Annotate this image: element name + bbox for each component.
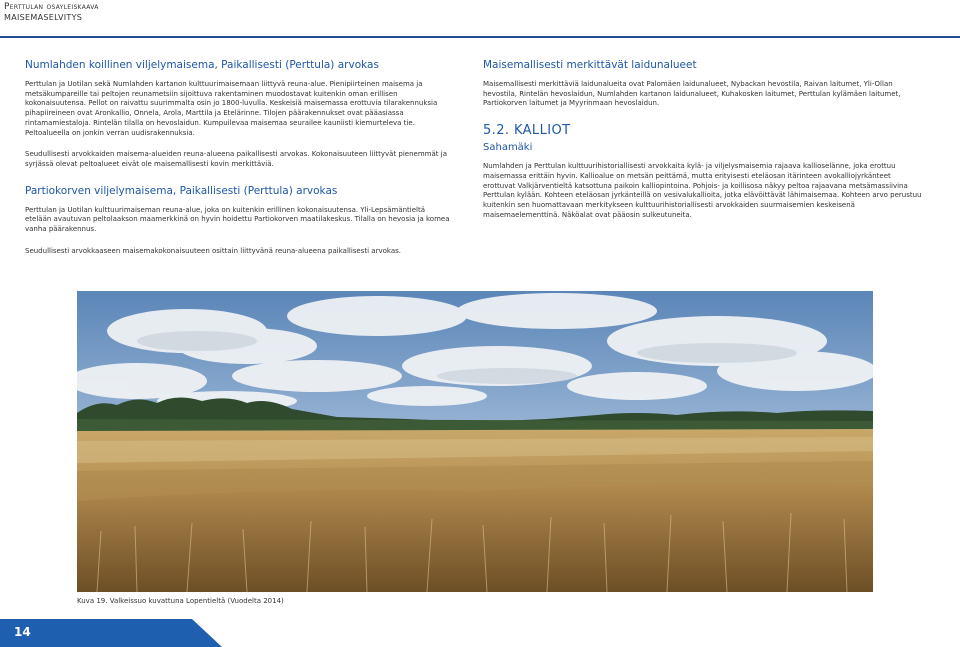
paragraph: Perttulan ja Uotilan kulttuurimaiseman reuna-alue, joka on kuitenkin erillinen kokonaisuutensa. Yli-Lepsämäntieltä etelään avautuvan peltolaakson maamerkkinä on hyvin hoidettu Partiokorven maatilakeskus. Tilalla on hevosia ja komea vanha päärakennus. <box>25 205 450 234</box>
paragraph: Maisemallisesti merkittäviä laidunalueita ovat Palomäen laidunalueet, Nybackan hevostila, Raivan laitumet, Yli-Ollan hevostila, Rintelän hevoslaidun, Numlahden kartanon laidunalueet, Kuhakosken laitumet, Perttulan kylämäen laitumet, Partiokorven laitumet ja Myyrinmaan hevoslaidun. <box>483 80 901 108</box>
paragraph: Numlahden ja Perttulan kulttuurihistoriallisesti arvokkaita kylä- ja viljelysmaisemia rajaava kallioselänne, joka erottuu maisemassa erittäin hyvin. Kallioalue on metsän peittämä, mutta erityisesti eteläosan itärinteen avokalliojyrkänteet erottuvat Valkjärventieltä katsottuna paikoin kalliopintoina. Pohjois- ja koillisosa näkyy peltoa rajaavana metsämassiivina Perttulan kylään. Kohteen eteläosan jyrkänteillä on vesivalukallioita, jotka elävöittävät lähimaisemaa. Kohteen arvo perustuu kuitenkin sen huomattavaan merkitykseen kulttuurihistoriallisesti arvokkaiden suurmaisemien keskeisenä maisemaelementtinä. Näköalat ovat pääosin sulkeutuneita. <box>483 162 922 219</box>
paragraph: Seudullisesti arvokkaaseen maisemakokonaisuuteen osittain liittyvänä reuna-alueena paikallisesti arvokas. <box>25 246 401 255</box>
paragraph: Seudullisesti arvokkaiden maisema-alueiden reuna-alueena paikallisesti arvokas. Kokonaisuuteen liittyvät pienemmät ja syrjässä olevat peltoalueet eivät ole maisemallisesti kovin merkittäviä. <box>25 150 447 168</box>
document-title: Perttulan osayleiskaava <box>4 2 99 12</box>
chapter-heading: 5.2. KALLIOT <box>483 123 571 139</box>
paragraph: Perttulan ja Uotilan sekä Numlahden kartanon kulttuurimaisemaan liittyvä reuna-alue. Pienipiirteinen maisema ja metsäkumpareille tai peltojen reunametsiin sijoittuva rakentaminen muodostavat kuitenkin oman erillisen kokonaisuutensa. Pellot on raivattu suurimmalta osin jo 1800-luvulla. Keskeisiä maisemassa erottuvia tilarakennuksia pihapiireineen ovat Aronkallio, Onnela, Arola, Marttila ja Etelärinne. Tilojen päärakennukset ovat pääasiassa rintamamiestaloja. Rintelän tilalla on hevoslaidun. Kumpuilevaa maisemaa seurailee kauniisti kiemurteleva tie. Peltoalueella on jonkin verran uudisrakennuksia. <box>25 80 438 137</box>
header-rule <box>0 36 960 38</box>
page-number: 14 <box>14 625 31 639</box>
section-heading-numlahti: Numlahden koillinen viljelymaisema, Paikallisesti (Perttula) arvokas <box>25 59 379 71</box>
subsection-heading: Sahamäki <box>483 142 533 154</box>
section-heading-partiokorpi: Partiokorven viljelymaisema, Paikallisesti (Perttula) arvokas <box>25 184 338 197</box>
document-subtitle: MAISEMASELVITYS <box>4 13 83 22</box>
right-column <box>483 58 923 227</box>
photo-caption: Kuva 19. Valkeissuo kuvattuna Lopentieltä (Vuodelta 2014) <box>77 597 284 605</box>
field-landscape-photo <box>77 291 873 592</box>
page-number-band <box>0 619 222 647</box>
left-column <box>25 58 450 263</box>
section-heading-pastures: Maisemallisesti merkittävät laidunalueet <box>483 59 697 71</box>
